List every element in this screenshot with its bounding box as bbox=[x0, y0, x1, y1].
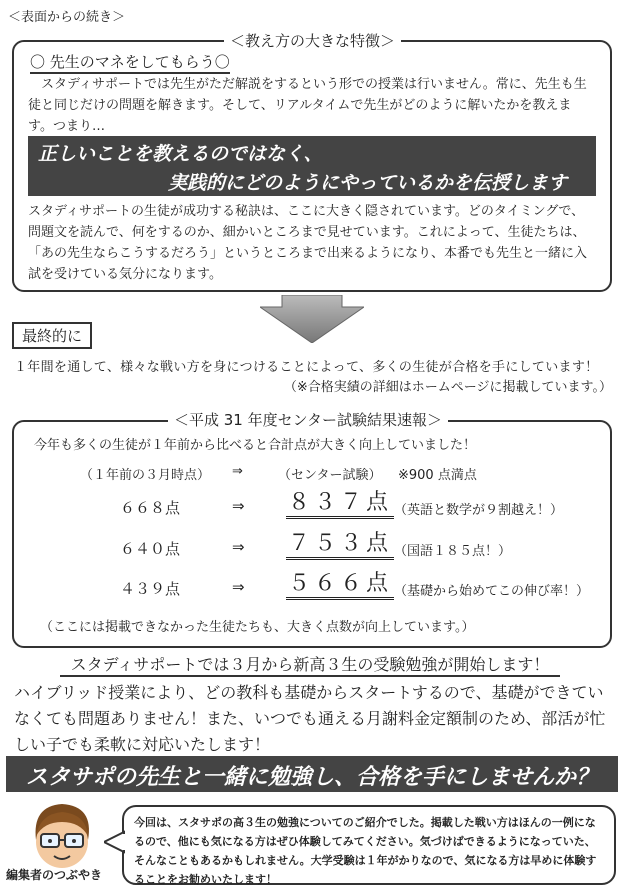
editor-label: 編集者のつぶやき bbox=[6, 868, 103, 882]
score-arrow: ⇒ bbox=[232, 578, 245, 596]
results-title: ＜平成 31 年度センター試験結果速報＞ bbox=[168, 409, 448, 430]
features-subheading: 〇 先生のマネをしてもらう〇 bbox=[30, 52, 230, 74]
features-title: ＜教え方の大きな特徴＞ bbox=[224, 30, 401, 51]
results-footer: （ここには掲載できなかった生徒たちも、大きく点数が向上しています。） bbox=[40, 620, 475, 635]
score-arrow: ⇒ bbox=[232, 538, 245, 556]
score-comment: （英語と数学が９割越え！） bbox=[394, 503, 564, 518]
score-before: ６４０点 bbox=[120, 540, 181, 558]
features-highlight bbox=[28, 136, 596, 196]
score-comment: （国語１８５点！） bbox=[394, 544, 512, 559]
score-after: ８３７点 bbox=[286, 490, 394, 519]
bubble-tail bbox=[104, 830, 126, 854]
cta-banner bbox=[6, 756, 618, 792]
highlight-line-1: 正しいことを教えるのではなく、 bbox=[38, 143, 323, 165]
score-before: ６６８点 bbox=[120, 499, 181, 517]
down-arrow-icon bbox=[260, 295, 364, 343]
editor-text: 今回は、スタサポの高３生の勉強についてのご紹介でした。掲載した戦い方はほんの一例になるので、他にも気になる方はぜひ体験してみてください。気づけばできるようになっていた、そんなこともあるかもしれません。大学受験は１年がかりなので、気になる方は早めに体験することをお勧めいたします！ bbox=[134, 816, 597, 886]
results-header-before: （１年前の３月時点） bbox=[80, 468, 211, 483]
features-intro: スタディサポートでは先生がただ解説をするという形での授業は行いません。常に、先生も生徒と同じだけの問題を解きます。そして、リアルタイムで先生がどのように解いたかを教えます。つまり… bbox=[28, 77, 587, 134]
editor-bubble bbox=[122, 805, 616, 885]
finally-text: １年間を通して、様々な戦い方を身につけることによって、多くの生徒が合格を手にしています！ bbox=[14, 360, 599, 375]
score-comment: （基礎から始めてこの伸び率！） bbox=[394, 584, 590, 599]
results-intro: 今年も多くの生徒が１年前から比べると合計点が大きく向上していました！ bbox=[34, 438, 477, 453]
score-before: ４３９点 bbox=[120, 580, 181, 598]
highlight-line-2: 実践的にどのようにやっているかを伝授します bbox=[168, 172, 568, 194]
editor-avatar-icon bbox=[14, 800, 110, 870]
features-body: スタディサポートの生徒が成功する秘訣は、ここに大きく隠されています。どのタイミングで、問題文を読んで、何をするのか、細かいところまで見せています。これによって、生徒たちは、「あの先生ならこうするだろう」というところまで出来るようになり、本番でも先生と一緒に入試を受けている気分になります。 bbox=[28, 204, 588, 282]
announce-body: ハイブリッド授業により、どの教科も基礎からスタートするので、基礎ができていなくても問題ありません！また、いつでも通える月謝料金定額制のため、部活が忙しい子でも柔軟に対応いたします！ bbox=[14, 683, 606, 754]
continued-note: ＜表面からの続き＞ bbox=[8, 10, 126, 25]
results-header-note: ※900 点満点 bbox=[398, 468, 477, 483]
score-arrow: ⇒ bbox=[232, 497, 245, 515]
score-after: ７５３点 bbox=[286, 531, 394, 560]
announce-headline: スタディサポートでは３月から新高３生の受験勉強が開始します！ bbox=[60, 652, 560, 677]
score-after: ５６６点 bbox=[286, 571, 394, 600]
results-header-after: （センター試験） bbox=[278, 468, 382, 483]
results-header-arrow: ⇒ bbox=[232, 464, 243, 479]
finally-note: （※合格実績の詳細はホームページに掲載しています。） bbox=[283, 380, 612, 395]
cta-text: スタサポの先生と一緒に勉強し、合格を手にしませんか？ bbox=[25, 765, 598, 790]
finally-label: 最終的に bbox=[12, 322, 92, 349]
